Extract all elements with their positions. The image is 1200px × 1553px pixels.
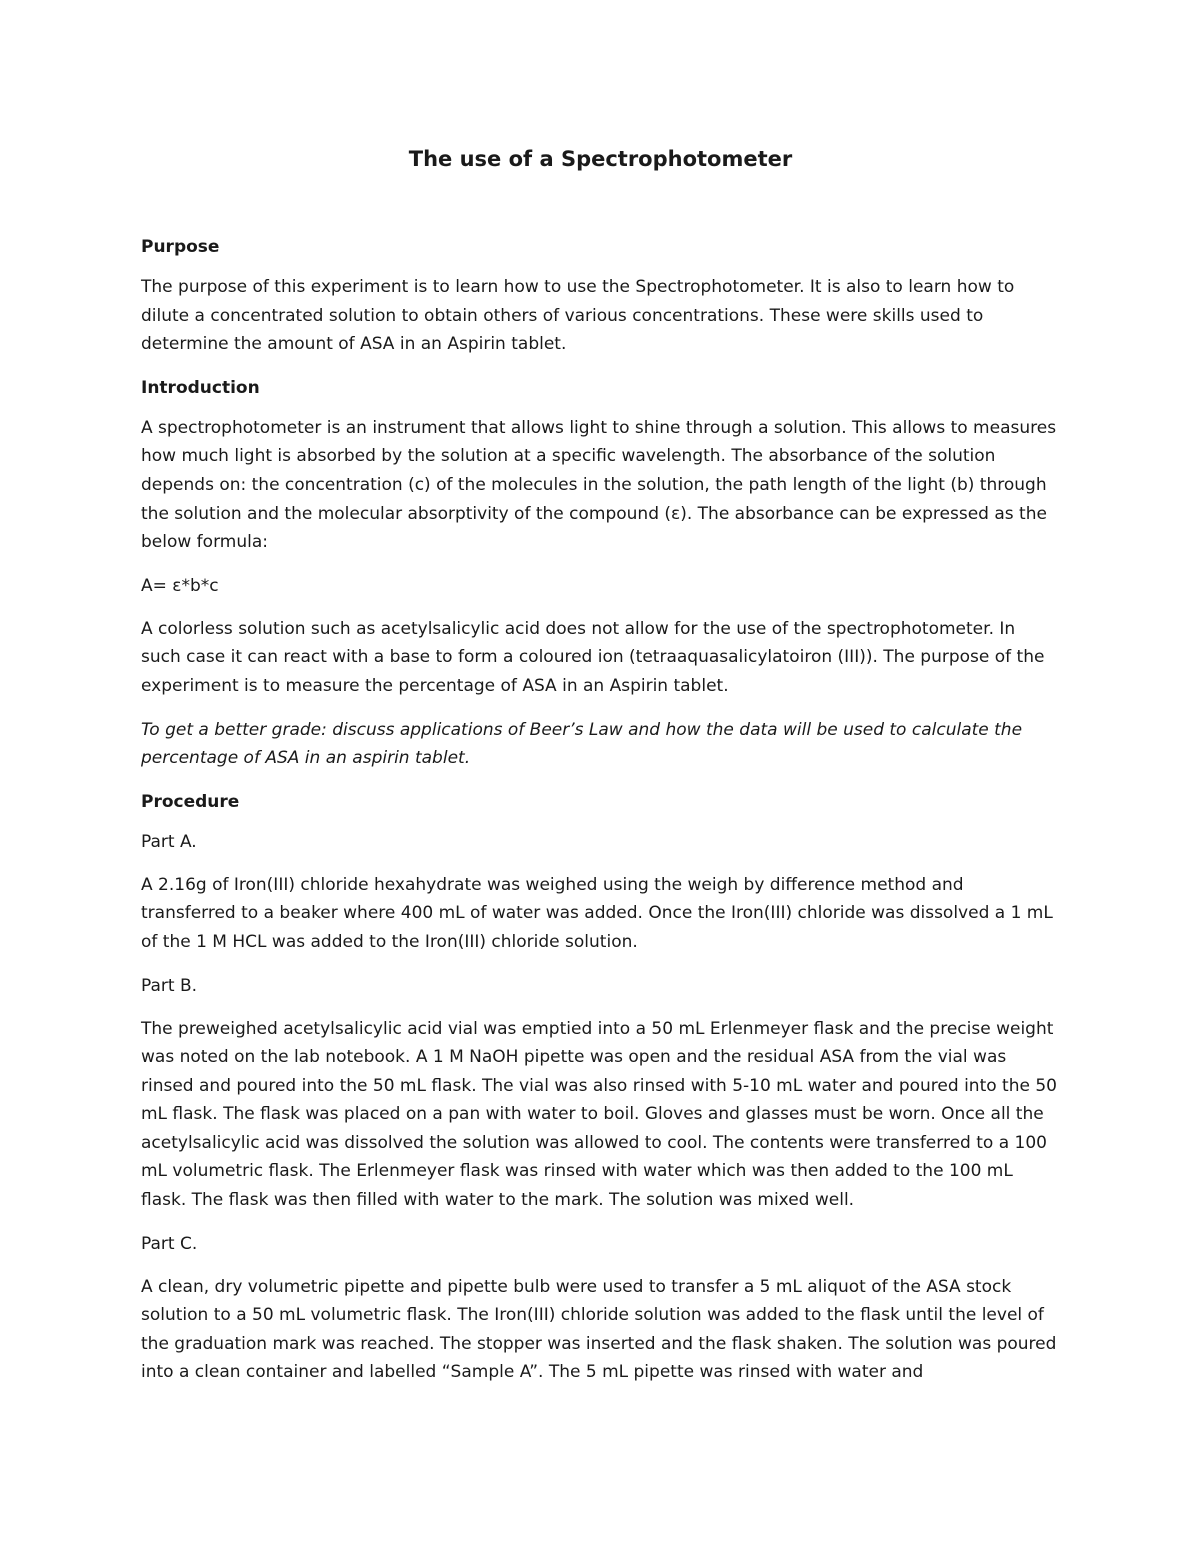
part-b-paragraph: The preweighed acetylsalicylic acid vial was emptied into a 50 mL Erlenmeyer flask and the precise weight was noted on the lab notebook. A 1 M NaOH pipette was open and the residual ASA from the vial was rinsed and poured into the 50 mL flask. The vial was also rinsed with 5-10 mL water and poured into the 50 mL flask. The flask was placed on a pan with water to boil. Gloves and glasses must be worn. Once all the acetylsalicylic acid was dissolved the solution was allowed to cool. The contents were transferred to a 100 mL volumetric flask. The Erlenmeyer flask was rinsed with water which was then added to the 100 mL flask. The flask was then filled with water to the mark. The solution was mixed well.: [141, 1018, 1057, 1211]
document-title: The use of a Spectrophotometer: [408, 147, 793, 171]
part-c-paragraph: A clean, dry volumetric pipette and pipette bulb were used to transfer a 5 mL aliquot of the ASA stock solution to a 50 mL volumetric flask. The Iron(III) chloride solution was added to the flask until the level of the graduation mark was reached. The stopper was inserted and the flask shaken. The solution was poured into a clean container and labelled “Sample A”. The 5 mL pipette was rinsed with water and: [141, 1276, 1057, 1383]
procedure-heading: Procedure: [141, 791, 240, 812]
absorbance-formula: A= ε*b*c: [141, 575, 219, 596]
purpose-heading: Purpose: [141, 237, 220, 257]
introduction-heading: Introduction: [141, 377, 260, 398]
part-a-label: Part A.: [141, 831, 197, 852]
part-c-label: Part C.: [141, 1233, 198, 1254]
introduction-paragraph-1: A spectrophotometer is an instrument that allows light to shine through a solution. This allows to measures how much light is absorbed by the solution at a specific wavelength. The absorbance of the solution depends on: the concentration (c) of the molecules in the solution, the path length of the light (b) through the solution and the molecular absorptivity of the compound (ε). The absorbance can be expressed as the below formula:: [141, 417, 1057, 553]
part-a-paragraph: A 2.16g of Iron(III) chloride hexahydrate was weighed using the weigh by difference method and transferred to a beaker where 400 mL of water was added. Once the Iron(III) chloride was dissolved a 1 mL of the 1 M HCL was added to the Iron(III) chloride solution.: [141, 874, 1053, 952]
part-b-label: Part B.: [141, 975, 198, 996]
grading-note: To get a better grade: discuss applications of Beer’s Law and how the data will be used to calculate the percentage of ASA in an aspirin tablet.: [141, 719, 1023, 769]
purpose-paragraph: The purpose of this experiment is to learn how to use the Spectrophotometer. It is also to learn how to dilute a concentrated solution to obtain others of various concentrations. These were skills used to determine the amount of ASA in an Aspirin tablet.: [141, 277, 1015, 355]
introduction-paragraph-2: A colorless solution such as acetylsalicylic acid does not allow for the use of the spectrophotometer. In such case it can react with a base to form a coloured ion (tetraaquasalicylatoiron (III)). The purpose of the experiment is to measure the percentage of ASA in an Aspirin tablet.: [141, 618, 1045, 696]
